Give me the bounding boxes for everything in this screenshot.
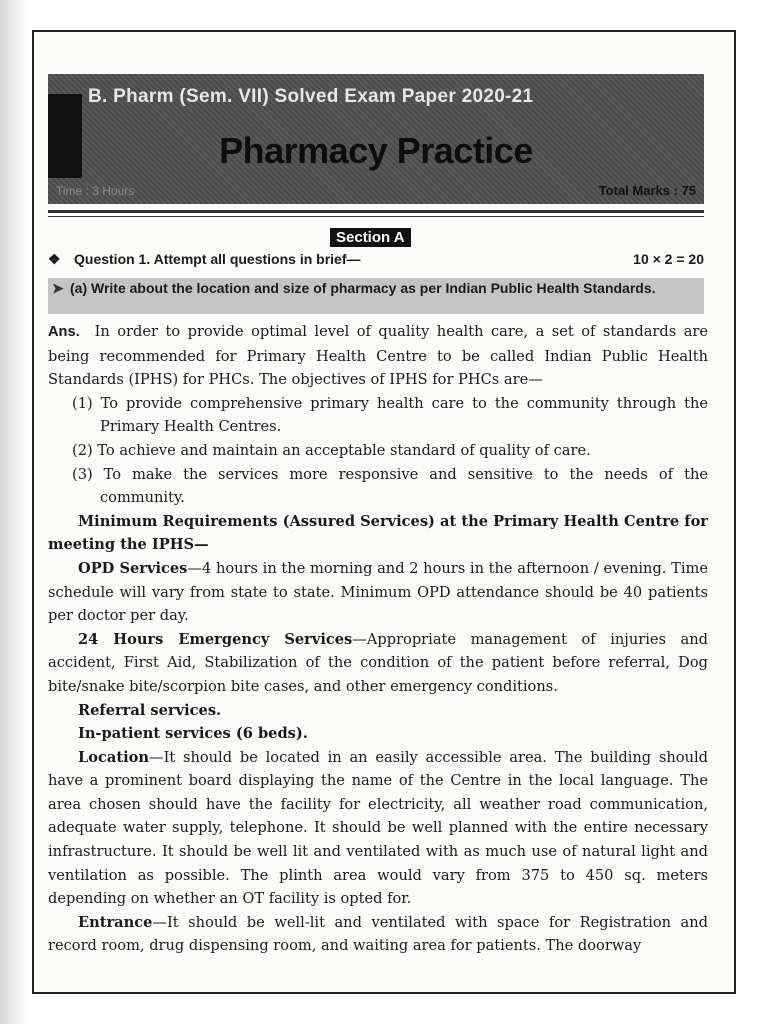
location-paragraph <box>48 746 708 911</box>
emergency-paragraph <box>48 628 708 699</box>
banner-subtitle: B. Pharm (Sem. VII) Solved Exam Paper 2020-21 <box>88 86 534 107</box>
answer-intro <box>48 320 708 392</box>
question-text: Question 1. Attempt all questions in brief— <box>74 251 361 267</box>
entrance-paragraph <box>48 911 708 958</box>
diamond-bullet-icon: ❖ <box>48 251 61 267</box>
objective-item: (2) To achieve and maintain an acceptable standard of quality of care. <box>72 441 591 459</box>
answer-label: Ans. <box>48 324 80 340</box>
exam-time: Time : 3 Hours <box>56 184 135 198</box>
entrance-text: —It should be well-lit and ventilated with space for Registration and record room, drug dispensing room, and waiting area for patients. The doorway <box>48 913 708 955</box>
subquestion-text: (a) Write about the location and size of pharmacy as per Indian Public Health Standards. <box>70 280 656 296</box>
opd-heading: OPD Services <box>78 559 188 577</box>
scan-edge-shadow <box>0 0 30 1024</box>
referral-services: Referral services. <box>78 701 222 719</box>
section-label: Section A <box>330 228 411 247</box>
emergency-text: —Appropriate management of injuries and accident, First Aid, Stabilization of the condition of the patient before referral, Dog bite/snake bite/scorpion bite cases, and other emergency conditions. <box>48 630 708 695</box>
emergency-heading: 24 Hours Emergency Services <box>78 630 353 648</box>
header-banner <box>48 74 704 204</box>
page-title: Pharmacy Practice <box>219 130 533 171</box>
header-rule-thin <box>48 216 704 217</box>
location-heading: Location <box>78 748 149 766</box>
answer-intro-text: In order to provide optimal level of quality health care, a set of standards are being recommended for Primary Health Centre to be called Indian Public Health Standards (IPHS) for PHCs. The objectives of IPHS for PHCs are— <box>48 323 709 389</box>
subquestion-box <box>48 278 704 314</box>
answer-body <box>48 320 708 958</box>
location-text: —It should be located in an easily accessible area. The building should have a prominent board displaying the name of the Centre in the local language. The area chosen should have the facility for electricity, all weather road communication, adequate water supply, telephone. It should be well planned with the entire necessary infrastructure. It should be well lit and ventilated with as much use of natural light and ventilation as possible. The plinth area would vary from 375 to 450 sq. meters depending on whether an OT facility is opted for. <box>48 748 708 908</box>
inpatient-services: In-patient services (6 beds). <box>78 725 308 743</box>
question-row <box>48 251 704 268</box>
total-marks: Total Marks : 75 <box>598 183 696 198</box>
entrance-heading: Entrance <box>78 913 153 931</box>
header-rule <box>48 210 704 213</box>
opd-text: —4 hours in the morning and 2 hours in the afternoon / evening. Time schedule will vary from state to state. Minimum OPD attendance should be 40 patients per doctor per day. <box>48 559 708 625</box>
page-frame <box>32 30 736 994</box>
objective-item: (3) To make the services more responsive and sensitive to the needs of the community. <box>72 465 708 507</box>
question-score: 10 × 2 = 20 <box>633 251 704 267</box>
min-requirements-heading: Minimum Requirements (Assured Services) at the Primary Health Centre for meeting the IPHS— <box>48 512 708 554</box>
objective-item: (1) To provide comprehensive primary health care to the community through the Primary Health Centres. <box>72 394 708 436</box>
opd-paragraph <box>48 557 708 628</box>
arrow-right-icon: ➤ <box>52 280 64 296</box>
